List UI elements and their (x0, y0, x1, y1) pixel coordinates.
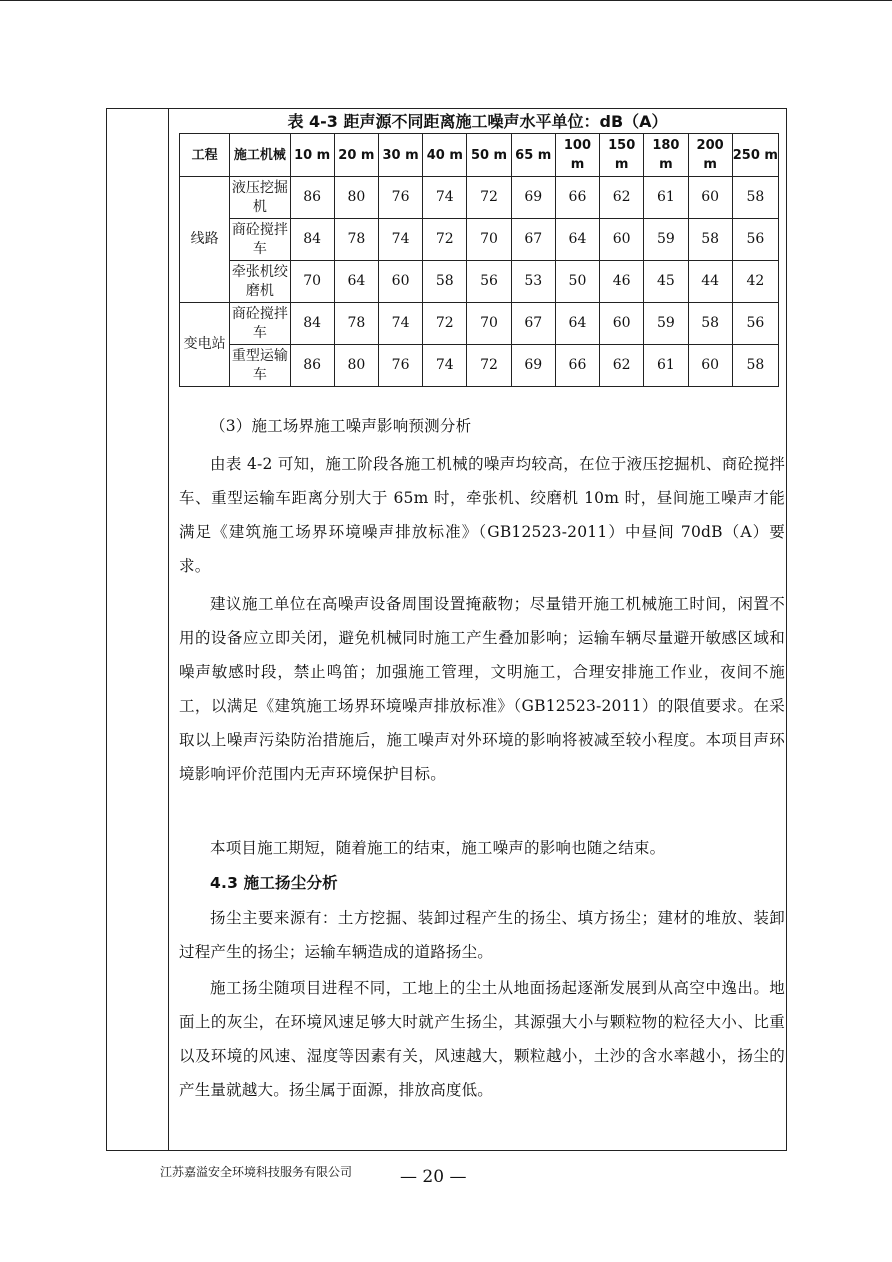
value-cell: 70 (467, 219, 511, 261)
content-cell (169, 109, 786, 1150)
value-cell: 59 (644, 219, 688, 261)
value-cell: 72 (467, 345, 511, 387)
machine-cell: 重型运输车 (230, 345, 290, 387)
value-cell: 44 (688, 261, 732, 303)
value-cell: 58 (423, 261, 467, 303)
value-cell: 58 (732, 177, 778, 219)
value-cell: 60 (688, 345, 732, 387)
group-cell: 变电站 (180, 303, 230, 387)
header-cell: 50 m (467, 134, 511, 177)
header-cell: 150 m (600, 134, 644, 177)
paragraph-construction-period: 本项目施工期短，随着施工的结束，施工噪声的影响也随之结束。 (210, 839, 666, 857)
machine-cell: 牵张机绞磨机 (230, 261, 290, 303)
section-subtitle: （3）施工场界施工噪声影响预测分析 (210, 417, 472, 435)
machine-cell: 液压挖掘机 (230, 177, 290, 219)
paragraph-dust-analysis: 施工扬尘随项目进程不同，工地上的尘土从地面扬起逐渐发展到从高空中逸出。地面上的灰尘，在环境风速足够大时就产生扬尘，其源强大小与颗粒物的粒径大小、比重以及环境的风速、湿度等因素有关，风速越大，颗粒越小，土沙的含水率越小，扬尘的产生量就越大。扬尘属于面源，排放高度低。 (179, 979, 785, 1099)
value-cell: 67 (511, 303, 555, 345)
header-cell: 180 m (644, 134, 688, 177)
value-cell: 66 (555, 345, 599, 387)
table-title: 表 4-3 距声源不同距离施工噪声水平单位：dB（A） (287, 112, 668, 131)
value-cell: 80 (334, 345, 378, 387)
value-cell: 56 (732, 303, 778, 345)
value-cell: 60 (600, 219, 644, 261)
noise-table (179, 133, 779, 387)
value-cell: 60 (378, 261, 422, 303)
value-cell: 58 (732, 345, 778, 387)
value-cell: 69 (511, 345, 555, 387)
value-cell: 58 (688, 219, 732, 261)
value-cell: 66 (555, 177, 599, 219)
value-cell: 56 (467, 261, 511, 303)
value-cell: 61 (644, 345, 688, 387)
group-cell: 线路 (180, 177, 230, 303)
value-cell: 78 (334, 303, 378, 345)
value-cell: 76 (378, 345, 422, 387)
header-cell: 40 m (423, 134, 467, 177)
value-cell: 86 (290, 345, 334, 387)
value-cell: 70 (290, 261, 334, 303)
value-cell: 46 (600, 261, 644, 303)
page-number: — 20 — (400, 1167, 467, 1187)
footer-company: 江苏嘉溢安全环境科技服务有限公司 (160, 1165, 353, 1179)
value-cell: 78 (334, 219, 378, 261)
value-cell: 45 (644, 261, 688, 303)
value-cell: 53 (511, 261, 555, 303)
header-cell: 10 m (290, 134, 334, 177)
paragraph-dust-sources: 扬尘主要来源有：土方挖掘、装卸过程产生的扬尘、填方扬尘；建材的堆放、装卸过程产生的扬尘；运输车辆造成的道路扬尘。 (179, 909, 785, 961)
value-cell: 74 (378, 219, 422, 261)
header-cell: 30 m (378, 134, 422, 177)
machine-cell: 商砼搅拌车 (230, 303, 290, 345)
value-cell: 74 (423, 177, 467, 219)
value-cell: 64 (555, 219, 599, 261)
value-cell: 74 (423, 345, 467, 387)
header-cell: 100 m (555, 134, 599, 177)
table-row (180, 261, 779, 303)
machine-cell: 商砼搅拌车 (230, 219, 290, 261)
header-cell: 施工机械 (230, 134, 290, 177)
paragraph-mitigation: 建议施工单位在高噪声设备周围设置掩蔽物；尽量错开施工机械施工时间，闲置不用的设备应立即关闭，避免机械同时施工产生叠加影响；运输车辆尽量避开敏感区域和噪声敏感时段，禁止鸣笛；加强施工管理，文明施工，合理安排施工作业，夜间不施工，以满足《建筑施工场界环境噪声排放标准》（GB12523-2011）的限值要求。在采取以上噪声污染防治措施后，施工噪声对外环境的影响将被减至较小程度。本项目声环境影响评价范围内无声环境保护目标。 (179, 595, 785, 783)
value-cell: 76 (378, 177, 422, 219)
value-cell: 56 (732, 219, 778, 261)
value-cell: 59 (644, 303, 688, 345)
value-cell: 58 (688, 303, 732, 345)
table-row (180, 219, 779, 261)
value-cell: 72 (423, 303, 467, 345)
value-cell: 84 (290, 219, 334, 261)
value-cell: 62 (600, 177, 644, 219)
value-cell: 62 (600, 345, 644, 387)
value-cell: 72 (467, 177, 511, 219)
document-frame (106, 108, 787, 1151)
section-heading: 4.3 施工扬尘分析 (210, 874, 338, 892)
header-cell: 250 m (732, 134, 778, 177)
value-cell: 64 (334, 261, 378, 303)
header-cell: 20 m (334, 134, 378, 177)
paragraph-noise-analysis: 由表 4-2 可知，施工阶段各施工机械的噪声均较高，在位于液压挖掘机、商砼搅拌车、重型运输车距离分别大于 65m 时，牵张机、绞磨机 10m 时，昼间施工噪声才能满足《建筑施工场界环境噪声排放标准》（GB12523-2011）中昼间 70dB（A）要求。 (179, 455, 785, 575)
value-cell: 67 (511, 219, 555, 261)
header-cell: 工程 (180, 134, 230, 177)
table-row (180, 177, 779, 219)
value-cell: 50 (555, 261, 599, 303)
value-cell: 61 (644, 177, 688, 219)
value-cell: 84 (290, 303, 334, 345)
value-cell: 60 (600, 303, 644, 345)
value-cell: 60 (688, 177, 732, 219)
value-cell: 74 (378, 303, 422, 345)
value-cell: 42 (732, 261, 778, 303)
value-cell: 69 (511, 177, 555, 219)
value-cell: 70 (467, 303, 511, 345)
header-cell: 65 m (511, 134, 555, 177)
table-row (180, 303, 779, 345)
table-row (180, 345, 779, 387)
top-rule (0, 0, 892, 1)
value-cell: 86 (290, 177, 334, 219)
header-cell: 200 m (688, 134, 732, 177)
table-header-row (180, 134, 779, 177)
value-cell: 64 (555, 303, 599, 345)
value-cell: 72 (423, 219, 467, 261)
value-cell: 80 (334, 177, 378, 219)
